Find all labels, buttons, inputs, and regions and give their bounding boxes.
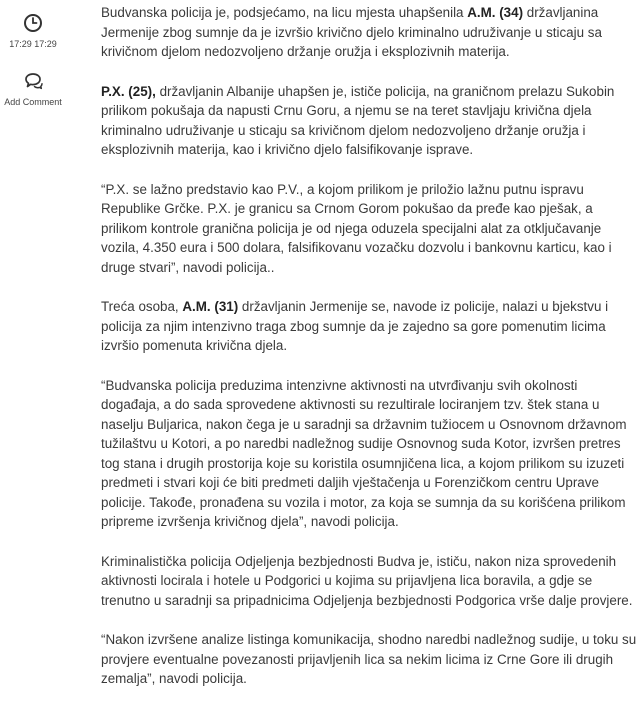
article-paragraph: [101, 3, 637, 62]
add-comment-label[interactable]: Add Comment: [4, 97, 62, 107]
paragraph-text: Budvanska policija je, podsjećamo, na licu mjesta uhapšenila: [101, 5, 468, 20]
paragraph-text: državljanin Jermenije se, navode iz policije, nalazi u bjekstvu i policija za njim intenzivno traga zbog sumnje da je zajedno sa gore pomenutim licima izvršio pomenuta krivična djela.: [101, 299, 609, 353]
suspect-name: A.M. (34): [467, 5, 524, 20]
paragraph-text: državljanina Jermenije zbog sumnje da je izvršio krivično djelo kriminalno udruživanje u sticaju sa krivičnom djelom nedozvoljeno držanje oružja i eksplozivnih materija.: [101, 5, 602, 59]
timestamp-text: 17:29 17:29: [9, 39, 57, 49]
article-paragraph: “P.X. se lažno predstavio kao P.V., a kojom prilikom je priložio lažnu putnu ispravu Republike Grčke. P.X. je granicu sa Crnom Gorom pokušao da pređe kao pješak, a prilikom kontrole granična policija je od njega oduzela specijalni alat za otključavanje vozila, 4.350 eura i 500 dolara, falsifikovanu vozačku dozvolu i bankovnu karticu, kao i druge stvari”, navodi policija..: [101, 181, 612, 275]
article-body: [101, 0, 637, 709]
timestamp-block: [0, 13, 66, 49]
article-paragraph: Kriminalistička policija Odjeljenja bezbjednosti Budva je, ističu, nakon niza sprovedenih aktivnosti locirala i hotele u Podgorici u kojima su prijavljena lica boravila, a gdje se trenutno u saradnji sa pripadnicima Odjeljenja bezbjednosti Podgorica vrše dalje provjere.: [101, 553, 633, 608]
article-paragraph: “Budvanska policija preduzima intenzivne aktivnosti na utvrđivanju svih okolnosti događaja, a do sada sprovedene aktivnosti su rezultirale lociranjem tzv. štek stana u naselju Buljarica, nakon čega je u saradnji sa državnim tužiocem u Osnovnom državnom tužilaštvu u Kotori, a po naredbi nadležnog sudije Osnovnog suda Kotor, izvršen pretres tog stana i drugih prostorija koje su koristila osumnjičena lica, a kojom prilikom su izuzeti predmeti i stvari koji će biti predmeti daljih vještačenja u Forenzičkom centru Uprave policije. Takođe, pronađena su vozila i motor, za koja se sumnja da su korišćena prilikom pripreme izvršenja krivičnog djela”, navodi policija.: [101, 377, 627, 529]
article-paragraph: “Nakon izvršene analize listinga komunikacija, shodno naredbi nadležnog sudije, u toku su provjere eventualne povezanosti prijavljenih lica sa nekim licima iz Crne Gore ili drugih zemalja”, navodi policija.: [101, 632, 637, 686]
article-paragraph: [101, 82, 637, 160]
clock-icon: [23, 13, 43, 33]
suspect-name: A.M. (31): [182, 299, 239, 314]
suspect-name: P.X. (25),: [101, 83, 156, 99]
paragraph-text: Treća osoba,: [101, 299, 183, 314]
paragraph-text: državljanin Albanije uhapšen je, ističe policija, na graničnom prelazu Sukobin prilikom pokušaja da napusti Crnu Goru, a njemu se na teret stavljaju krivična djela kriminalno udruživanje u sticaju sa krivičnom djelom nedozvoljeno držanje oružja i eksplozivnih materija, kao i krivično djelo falsifikovanje isprave.: [101, 83, 615, 157]
comment-icon: [23, 71, 43, 91]
article-sidebar: [0, 0, 66, 107]
add-comment-button[interactable]: [0, 71, 66, 107]
article-paragraph: [101, 297, 637, 356]
